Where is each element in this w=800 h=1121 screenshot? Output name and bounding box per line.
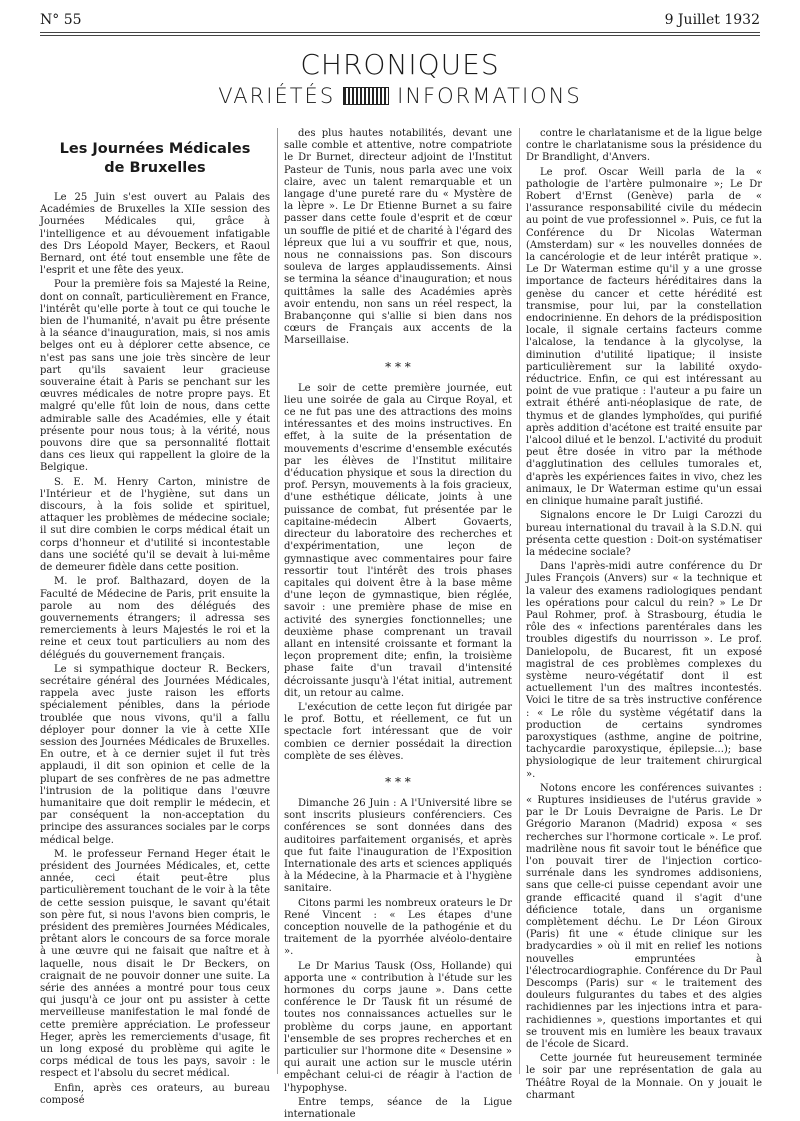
paragraph: S. E. M. Henry Carton, ministre de l'Intérieur et de l'hygiène, sut dans un discours, à la fois solide et spirituel, attaquer les problèmes de médecine sociale; il sut dire combien le corps médical était un corps d'honneur et d'utilité si incontestable dans une société qu'il se devait à lui-même de demeurer fidèle dans cette position.	[40, 476, 270, 574]
paragraph: Le Dr Marius Tausk (Oss, Hollande) qui apporta une « contribution à l'étude sur les hormones du corps jaune ». Dans cette conférence le Dr Tausk fit un résumé de toutes nos connaissances actuelles sur le problème du corps jaune, en apportant l'ensemble de ses propres recherches et en particulier sur l'hormone dite « Desensine » qui aurait une action sur le muscle utérin empêchant celui-ci de réagir à l'action de l'hypophyse.	[284, 960, 512, 1094]
masthead-right: INFORMATIONS	[397, 84, 582, 108]
paragraph: contre le charlatanisme et de la ligue belge contre le charlatanisme sous la présidence du Dr Brandlight, d'Anvers.	[526, 128, 762, 164]
masthead-left: VARIÉTÉS	[218, 84, 336, 108]
issue-number: N° 55	[40, 12, 82, 28]
paragraph: Le si sympathique docteur R. Beckers, secrétaire général des Journées Médicales, rappela avec juste raison les efforts spécialement pénibles, dans la période troublée que nous vivons, qu'il a fallu déployer pour donner la vie à cette XIIe session des Journées Médicales de Bruxelles. En outre, et à ce dernier sujet il fut très applaudi, il dit son opinion et celle de la plupart de ses confrères de ne pas admettre l'intrusion de la politique dans l'œuvre humanitaire que doit remplir le médecin, et par conséquent la non-acceptation du principe des assurances sociales par le corps médical belge.	[40, 663, 270, 846]
article-title	[40, 140, 270, 178]
paragraph: Cette journée fut heureusement terminée le soir par une représentation de gala au Théâtre Royal de la Monnaie. On y jouait le charmant	[526, 1053, 762, 1101]
masthead-title: CHRONIQUES	[300, 48, 500, 81]
issue-date: 9 Juillet 1932	[664, 12, 760, 28]
paragraph: Pour la première fois sa Majesté la Reine, dont on connaît, particulièrement en France, l'intérêt qu'elle porte à tout ce qui touche le bien de l'humanité, n'avait pu être présente à la séance d'inauguration, mais, si nos amis belges ont eu à déplorer cette absence, ce n'est pas sans une joie très sincère de leur part qu'ils savaient leur gracieuse souveraine était à Paris se penchant sur les œuvres médicales de notre propre pays. Et malgré qu'elle fût loin de nous, dans cette admirable salle des Académies, elle y était présente pour nous tous; à la vérité, nous pouvons dire que sa personnalité flottait dans ces lieux qui rappellent la gloire de la Belgique.	[40, 279, 270, 474]
paragraph: Entre temps, séance de la Ligue internationale	[284, 1096, 512, 1121]
paragraph: M. le professeur Fernand Heger était le président des Journées Médicales, et, cette année, ceci était peut-être plus particulièrement touchant de le voir à la tête de cette session puisque, le savant qu'était son père fut, si nous l'avons bien compris, le président des premières Journées Médicales, prêtant alors le concours de sa force morale à une œuvre qui ne faisait que naître et à laquelle, nous disait le Dr Beckers, on craignait de ne pouvoir donner une suite. La série des années a montré pour tous ceux qui jusqu'à ce jour ont pu assister à cette merveilleuse manifestation le mal fondé de cette première appréciation. Le professeur Heger, après les remerciements d'usage, fit un long exposé du problème qui agite le corps médical de tous les pays, savoir : le respect et l'absolu du secret médical.	[40, 848, 270, 1080]
column-divider	[519, 128, 520, 1074]
article-columns	[40, 128, 762, 1121]
column-divider	[277, 128, 278, 1074]
header-rule	[40, 32, 760, 36]
paragraph: M. le prof. Balthazard, doyen de la Faculté de Médecine de Paris, prit ensuite la parole au nom des délégués des gouvernements étrangers; il adressa ses remerciements à leurs Majestés le roi et la reine et ceux tout particuliers au nom des délégués du gouvernement français.	[40, 576, 270, 661]
section-separator: * * *	[385, 359, 411, 374]
column-1	[40, 128, 270, 1106]
paragraph: Enfin, après ces orateurs, au bureau composé	[40, 1082, 270, 1106]
article-title-line2: de Bruxelles	[104, 160, 206, 176]
article-title-line1: Les Journées Médicales	[59, 141, 251, 157]
section-separator: * * *	[385, 774, 411, 789]
masthead	[0, 48, 800, 108]
paragraph: Le 25 Juin s'est ouvert au Palais des Académies de Bruxelles la XIIe session des Journées Médicales qui, grâce à l'intelligence et au dévouement infatigable des Drs Léopold Mayer, Beckers, et Raoul Bernard, ont été tout ensemble une fête de l'esprit et une fête des yeux.	[40, 192, 270, 277]
paragraph: Signalons encore le Dr Luigi Carozzi du bureau international du travail à la S.D.N. qui présenta cette question : Doit-on systématiser la médecine sociale?	[526, 510, 762, 558]
paragraph: Dans l'après-midi autre conférence du Dr Jules François (Anvers) sur « la technique et la valeur des examens radiologiques pendant les opérations pour calcul du rein? » Le Dr Paul Rohmer, prof. à Strasbourg, étudia le rôle des « infections parentérales dans les troubles digestifs du nourrisson ». Le prof. Danielopolu, de Bucarest, fit un exposé magistral de ces problèmes complexes du système neuro-végétatif dont il est actuellement l'un des maîtres incontestés. Voici le titre de sa très instructive conférence : « Le rôle du système végétatif dans la production de certains syndromes paroxystiques (asthme, angine de poitrine, tachycardie paroxystique, épilepsie...); base physiologique de leur traitement chirurgical ».	[526, 561, 762, 780]
paragraph: des plus hautes notabilités, devant une salle comble et attentive, notre compatriote le Dr Burnet, directeur adjoint de l'Institut Pasteur de Tunis, nous parla avec une voix claire, avec un talent remarquable et un langage d'une pureté rare du « Mystère de la lèpre ». Le Dr Etienne Burnet a su faire passer dans cette foule d'esprit et de cœur un souffle de pitié et de charité à l'égard des lépreux que lui a vu souffrir et que, nous, nous ne connaissions pas. Son discours souleva de larges applaudissements. Ainsi se termina la séance d'inauguration; et nous quittâmes la salle des Académies après avoir entendu, non sans un réel respect, la Brabançonne qui s'allie si bien dans nos cœurs de Français aux accents de la Marseillaise.	[284, 128, 512, 347]
column-3	[526, 128, 762, 1101]
paragraph: Le prof. Oscar Weill parla de la « pathologie de l'artère pulmonaire »; Le Dr Robert d'Ernst (Genève) parla de « l'assurance responsabilité civile du médecin au point de vue professionnel ». Puis, ce fut la Conférence du Dr Nicolas Waterman (Amsterdam) sur « les nouvelles données de la cancérologie et de leur intérêt pratique ». Le Dr Waterman estime qu'il y a une grosse importance de facteurs héréditaires dans la genèse du cancer et cette hérédité est transmise, pour lui, par la constellation endocrinienne. En dehors de la prédisposition locale, il signale certains facteurs comme l'alcalose, la tendance à la glycolyse, la diminution d'utilité lipatique; il insiste particulièrement sur la labilité oxydo-réductrice. Enfin, ce qui est intéressant au point de vue pratique : l'auteur a pu faire un extrait éthéré anti-néoplasique de rate, de thymus et de glandes lymphoïdes, qui purifié après addition d'acétone est traité ensuite par l'alcool dilué et le benzol. L'activité du produit peut être dosée in vitro par la méthode d'agglutination des cellules tumorales et, d'après les expériences faites in vivo, chez les animaux, le Dr Waterman estime qu'un essai en clinique humaine paraît justifié.	[526, 166, 762, 508]
paragraph: Notons encore les conférences suivantes : « Ruptures insidieuses de l'utérus gravide » par le Dr Louis Devraigne de Paris. Le Dr Grégorio Maranon (Madrid) exposa « ses recherches sur l'hormone corticale ». Le prof. madrilène nous fit savoir tout le bénéfice que l'on pouvait tirer de l'injection cortico-surrénale dans les syndromes addisoniens, sans que celle-ci puisse cependant avoir une grande efficacité quand il s'agit d'une déficience totale, dans un organisme complètement déchu. Le Dr Léon Giroux (Paris) fit une « étude clinique sur les bradycardies » où il mit en relief les notions nouvelles empruntées à l'électrocardiographie. Conférence du Dr Paul Descomps (Paris) sur « le traitement des douleurs fulgurantes du tabes et des algies rachidiennes par les injections intra et para-rachidiennes », questions importantes et qui se trouvent mis en lumière les beaux travaux de l'école de Sicard.	[526, 782, 762, 1051]
column-2	[284, 128, 512, 1121]
paragraph: Citons parmi les nombreux orateurs le Dr René Vincent : « Les étapes d'une conception nouvelle de la pathogénie et du traitement de la pyorrhée alvéolo-dentaire ».	[284, 897, 512, 958]
masthead-subtitle	[0, 83, 800, 108]
paragraph: Le soir de cette première journée, eut lieu une soirée de gala au Cirque Royal, et ce ne fut pas une des attractions des moins intéressantes et des moins instructives. En effet, à la suite de la présentation de mouvements d'escrime d'ensemble exécutés par les élèves de l'Institut militaire d'éducation physique et sous la direction du prof. Persyn, mouvements à la fois gracieux, d'une esthétique délicate, joints à une puissance de combat, fut présentée par le capitaine-médecin Albert Govaerts, directeur du laboratoire des recherches et d'expérimentation, une leçon de gymnastique avec commentaires pour faire ressortir tout l'intérêt des trois phases capitales qui doivent être à la base même d'une leçon de gymnastique, bien réglée, savoir : une première phase de mise en activité des synergies fonctionnelles; une deuxième phase comprenant un travail allant en intensité croissante et formant la leçon proprement dite; enfin, la troisième phase faite d'un travail d'intensité décroissante jusqu'à l'état initial, autrement dit, un retour au calme.	[284, 382, 512, 699]
paragraph: Dimanche 26 Juin : A l'Université libre se sont inscrits plusieurs conférenciers. Ces conférences se sont données dans des auditoires parfaitement organisés, et après que fut faite l'inauguration de l'Exposition Internationale des arts et sciences appliqués à la Médecine, à la Pharmacie et à l'hygiène sanitaire.	[284, 797, 512, 895]
paragraph: L'exécution de cette leçon fut dirigée par le prof. Bottu, et réellement, ce fut un spectacle fort intéressant que de voir combien ce dernier possédait la direction complète de ses élèves.	[284, 701, 512, 762]
ornament-icon	[343, 87, 389, 105]
